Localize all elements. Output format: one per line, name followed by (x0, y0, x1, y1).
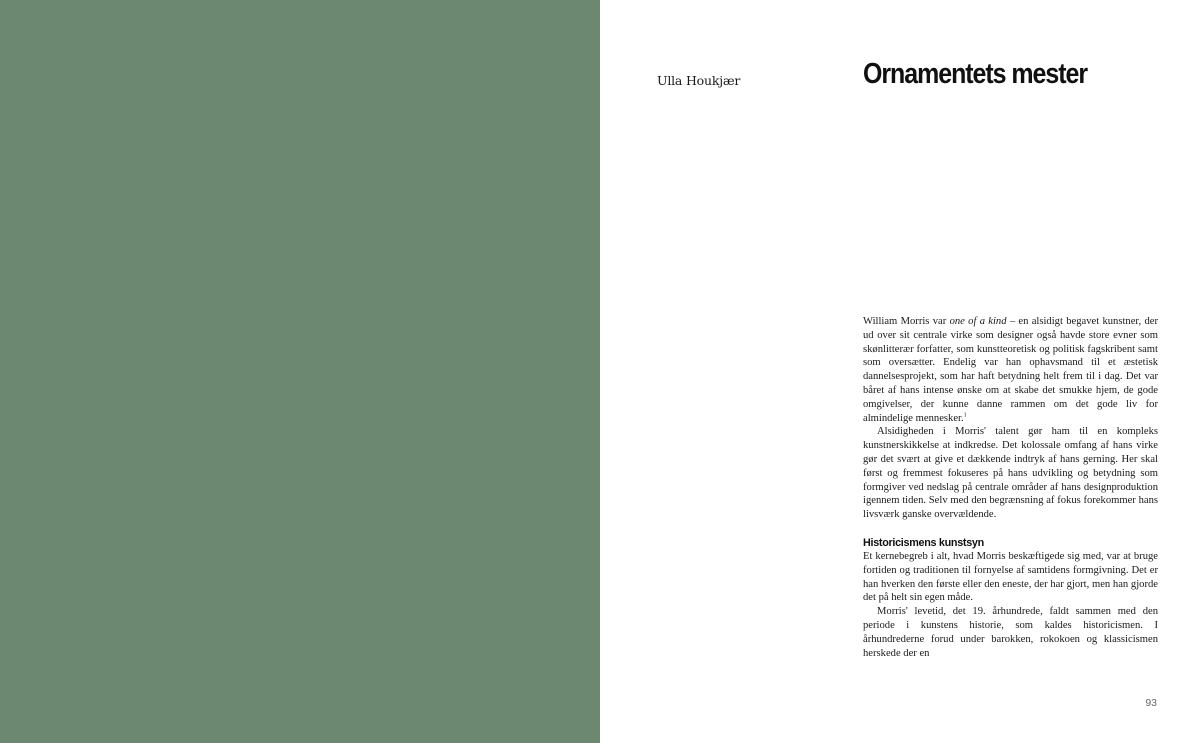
paragraph-4: Morris' levetid, det 19. århundrede, faldt sammen med den periode i kunstens historie, som kaldes historicismen. I århundrederne forud under barokken, rokokoen og klassicismen herskede der en (863, 606, 1158, 659)
body-text (863, 315, 1158, 660)
paragraph-2: Alsidigheden i Morris' talent gør ham til en kompleks kunstnerskikkelse at indkredse. Det kolossale omfang af hans virke gør det svært at give et dækkende indtryk af hans gerning. Her skal først og fremmest fokuseres på hans udvikling og betydning som formgiver ved nedslag på centrale områder af hans designproduktion igennem tiden. Selv med den begrænsning af fokus forekommer hans livsværk ganske overvældende. (863, 426, 1158, 521)
paragraph-1-italic: one of a kind (949, 316, 1007, 327)
section-subheading: Historicismens kunstsyn (863, 536, 984, 549)
paragraph-3: Et kernebegreb i alt, hvad Morris beskæftigede sig med, var at bruge fortiden og traditionen til fornyelse af samtidens formgivning. Det er han hverken den første eller den eneste, der har gjort, men han gjorde det på helt sin egen måde. (863, 550, 1158, 604)
footnote-marker: 1 (963, 412, 967, 419)
right-page (600, 0, 1200, 743)
author-name: Ulla Houkjær (657, 73, 741, 88)
paragraph-1 (863, 315, 1158, 425)
paragraph-1-start: William Morris var (863, 316, 950, 327)
paragraph-1-rest: – en alsidigt begavet kunstner, der ud over sit centrale virke som designer også havde store evner som skønlitterær forfatter, som kunstteoretisk og politisk fagskribent samt som oversætter. Endelig var han ophavsmand til et æstetisk dannelsesprojekt, som har haft betydning helt frem til i dag. Det var båret af hans intense ønske om at skabe det smukke hjem, de gode omgivelser, der kunne danne rammen om det gode liv for almindelige mennesker. (863, 316, 1158, 424)
chapter-title: Ornamentets mester (863, 58, 1088, 90)
page-number: 93 (1145, 697, 1157, 709)
